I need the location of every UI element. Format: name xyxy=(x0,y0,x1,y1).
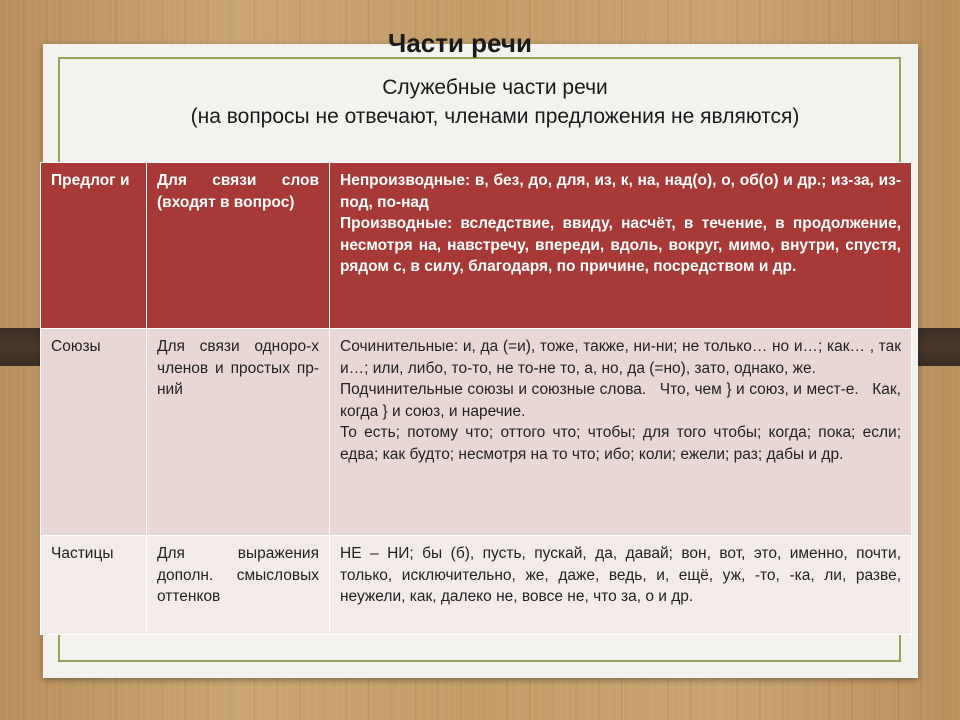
table-row-prepositions xyxy=(41,163,912,329)
row-purpose-cell: Для выражения дополн. смысловых оттенков xyxy=(147,536,330,635)
row-name-cell: Союзы xyxy=(41,329,147,536)
page-title: Части речи xyxy=(388,28,532,58)
details-line: Сочинительные: и, да (=и), тоже, также, ни-ни; не только… но и…; как… , так и…; или, либо, то-то, не то-не то, а, но, да (=но), зато, однако, же. xyxy=(340,338,901,377)
row-name-cell: Частицы xyxy=(41,536,147,635)
details-line: Производные: вследствие, ввиду, насчёт, в течение, в продолжение, несмотря на, навстречу, впереди, вдоль, вокруг, мимо, внутри, спустя, рядом с, в силу, благодаря, по причине, посредством и др. xyxy=(340,215,901,275)
parts-of-speech-table xyxy=(40,162,912,635)
row-name-cell: Предлог и xyxy=(41,163,147,329)
row-purpose-cell: Для связи слов (входят в вопрос) xyxy=(147,163,330,329)
subtitle-line-2: (на вопросы не отвечают, членами предложения не являются) xyxy=(190,105,800,128)
table-row-particles xyxy=(41,536,912,635)
details-line: Подчинительные союзы и союзные слова. Что, чем } и союз, и мест-е. Как, когда } и союз, и наречие. xyxy=(340,381,906,420)
details-line: НЕ – НИ; бы (б), пусть, пускай, да, давай; вон, вот, это, именно, почти, только, исключительно, же, даже, ведь, и, ещё, уж, -то, -ка, ли, разве, неужели, как, далеко не, вовсе не, что за, о и др. xyxy=(340,545,901,605)
details-line: Непроизводные: в, без, до, для, из, к, на, над(о), о, об(о) и др.; из-за, из-под, по-над xyxy=(340,172,901,211)
details-line: То есть; потому что; оттого что; чтобы; для того чтобы; когда; пока; если; едва; как будто; несмотря на то что; ибо; коли; ежели; раз; дабы и др. xyxy=(340,424,901,463)
table-row-conjunctions xyxy=(41,329,912,536)
row-details-cell xyxy=(330,329,912,536)
row-details-cell xyxy=(330,163,912,329)
row-details-cell xyxy=(330,536,912,635)
row-purpose-cell: Для связи одноро-х членов и простых пр-ний xyxy=(147,329,330,536)
subtitle-line-1: Служебные части речи xyxy=(382,76,608,99)
